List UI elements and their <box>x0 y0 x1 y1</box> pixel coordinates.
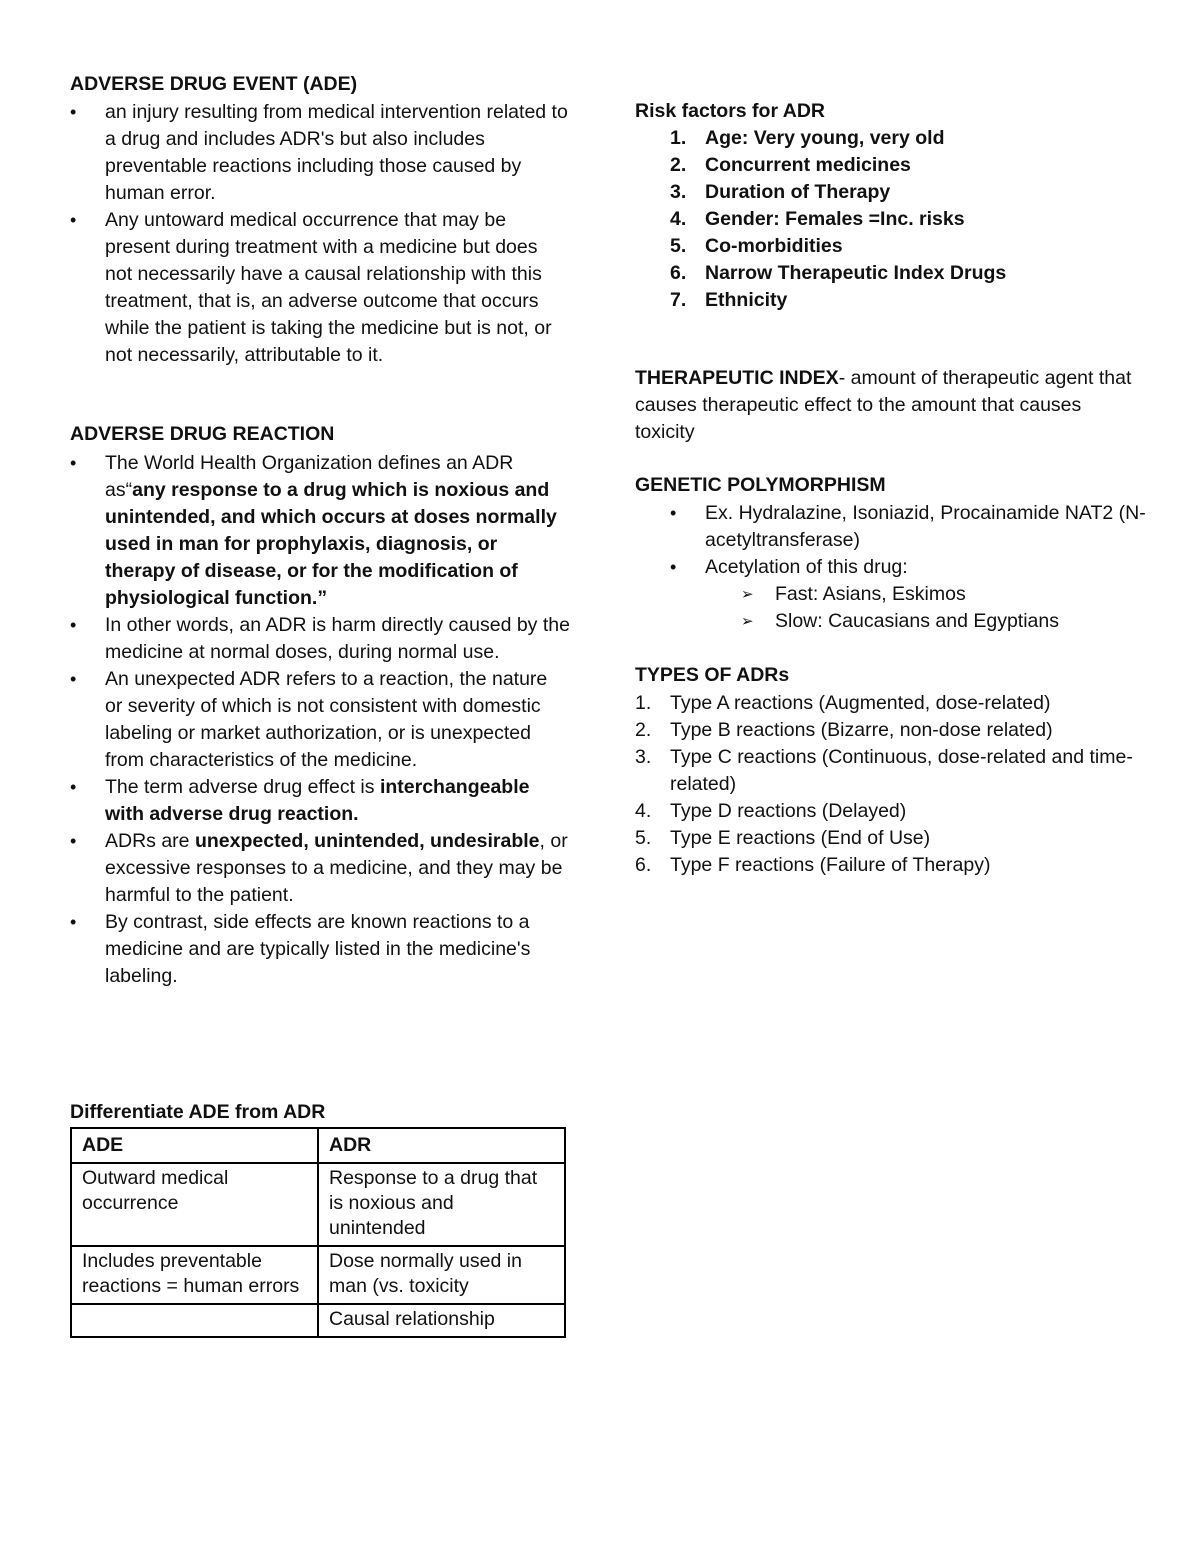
risk-item: 5. Co-morbidities <box>670 235 843 257</box>
arrow-item: ➢ Slow: Caucasians and Egyptians <box>741 608 1160 635</box>
gp-bullet-1: • Ex. Hydralazine, Isoniazid, Procainamide NAT2 (N-acetyltransferase) <box>670 500 1160 554</box>
adr-bullet-1 <box>70 450 570 612</box>
adr-b4-bold: interchangeable with adverse drug reaction. <box>105 776 530 825</box>
therapeutic-index-definition: - amount of therapeutic agent that causes therapeutic effect to the amount that causes toxicity <box>635 367 1132 443</box>
therapeutic-index-term: THERAPEUTIC INDEX <box>635 367 839 389</box>
table-row <box>71 1163 565 1246</box>
types-item: 5. Type E reactions (End of Use) <box>635 827 931 849</box>
arrow-item: ➢ Fast: Asians, Eskimos <box>741 581 1160 608</box>
table-cell: Dose normally used in man (vs. toxicity <box>318 1246 565 1304</box>
risk-item: 2. Concurrent medicines <box>670 154 911 176</box>
adr-b4-text: The term adverse drug effect is <box>105 776 380 798</box>
adr-b1-text: The World Health Organization defines an ADR as“ <box>105 452 514 501</box>
types-item: 2. Type B reactions (Bizarre, non-dose related) <box>635 719 1053 741</box>
ade-bullet-2: • Any untoward medical occurrence that may be present during treatment with a medicine but does not necessarily have a causal relationship with this treatment, that is, an adverse outcome that occurs while the patient is taking the medicine but is not, or not necessarily, attributable to it. <box>70 207 570 369</box>
types-item: 6. Type F reactions (Failure of Therapy) <box>635 854 991 876</box>
table-row <box>71 1246 565 1304</box>
adr-heading: ADVERSE DRUG REACTION <box>70 423 335 445</box>
table-cell: Outward medical occurrence <box>71 1163 318 1246</box>
risk-item: 1. Age: Very young, very old <box>670 127 945 149</box>
risk-item: 6. Narrow Therapeutic Index Drugs <box>670 262 1007 284</box>
adr-bullet-5 <box>70 828 570 909</box>
adr-b5-post: , or excessive responses to a medicine, and they may be harmful to the patient. <box>105 830 568 906</box>
adr-bullet-2: • In other words, an ADR is harm directly caused by the medicine at normal doses, during normal use. <box>70 612 570 666</box>
therapeutic-index-paragraph <box>635 365 1135 446</box>
types-list <box>635 690 1155 879</box>
risk-item: 3. Duration of Therapy <box>670 181 891 203</box>
gp-bullet-2 <box>670 554 1160 635</box>
types-item: 1. Type A reactions (Augmented, dose-related) <box>635 692 1051 714</box>
gp-b2-text: Acetylation of this drug: <box>705 556 908 578</box>
ade-heading: ADVERSE DRUG EVENT (ADE) <box>70 73 358 95</box>
table-row <box>71 1304 565 1337</box>
adr-b5-bold: unexpected, unintended, undesirable <box>194 830 540 852</box>
adr-bullet-4 <box>70 774 570 828</box>
table-cell: Causal relationship <box>318 1304 565 1337</box>
gp-sublist <box>705 581 1160 635</box>
risk-item: 4. Gender: Females =Inc. risks <box>670 208 965 230</box>
adr-b5-text: ADRs are <box>105 830 195 852</box>
types-item: 4. Type D reactions (Delayed) <box>635 800 907 822</box>
diff-heading: Differentiate ADE from ADR <box>70 1101 326 1123</box>
adr-bullet-3: • An unexpected ADR refers to a reaction, the nature or severity of which is not consistent with domestic labeling or market authorization, or is unexpected from characteristics of the medicine. <box>70 666 570 774</box>
genetic-polymorphism-heading: GENETIC POLYMORPHISM <box>635 474 886 496</box>
gp-list <box>670 500 1160 635</box>
risk-heading: Risk factors for ADR <box>635 100 825 122</box>
types-item: 3. Type C reactions (Continuous, dose-related and time-related) <box>635 746 1133 795</box>
table-cell <box>71 1304 318 1337</box>
table-cell: Includes preventable reactions = human errors <box>71 1246 318 1304</box>
risk-item: 7. Ethnicity <box>670 289 788 311</box>
adr-list <box>70 450 570 990</box>
who-definition: any response to a drug which is noxious and unintended, and which occurs at doses normally used in man for prophylaxis, diagnosis, or therapy of disease, or for the modification of physiological function.” <box>105 479 557 609</box>
table-header-ade: ADE <box>71 1128 318 1163</box>
types-heading: TYPES OF ADRs <box>635 664 790 686</box>
ade-bullet-1: • an injury resulting from medical intervention related to a drug and includes ADR's but also includes preventable reactions including those caused by human error. <box>70 99 570 207</box>
table-header-row <box>71 1128 565 1163</box>
table-cell: Response to a drug that is noxious and unintended <box>318 1163 565 1246</box>
table-header-adr: ADR <box>318 1128 565 1163</box>
ade-list <box>70 99 570 369</box>
diff-table <box>70 1127 566 1338</box>
adr-bullet-6: • By contrast, side effects are known reactions to a medicine and are typically listed in the medicine's labeling. <box>70 909 570 990</box>
risk-list <box>635 125 1155 314</box>
